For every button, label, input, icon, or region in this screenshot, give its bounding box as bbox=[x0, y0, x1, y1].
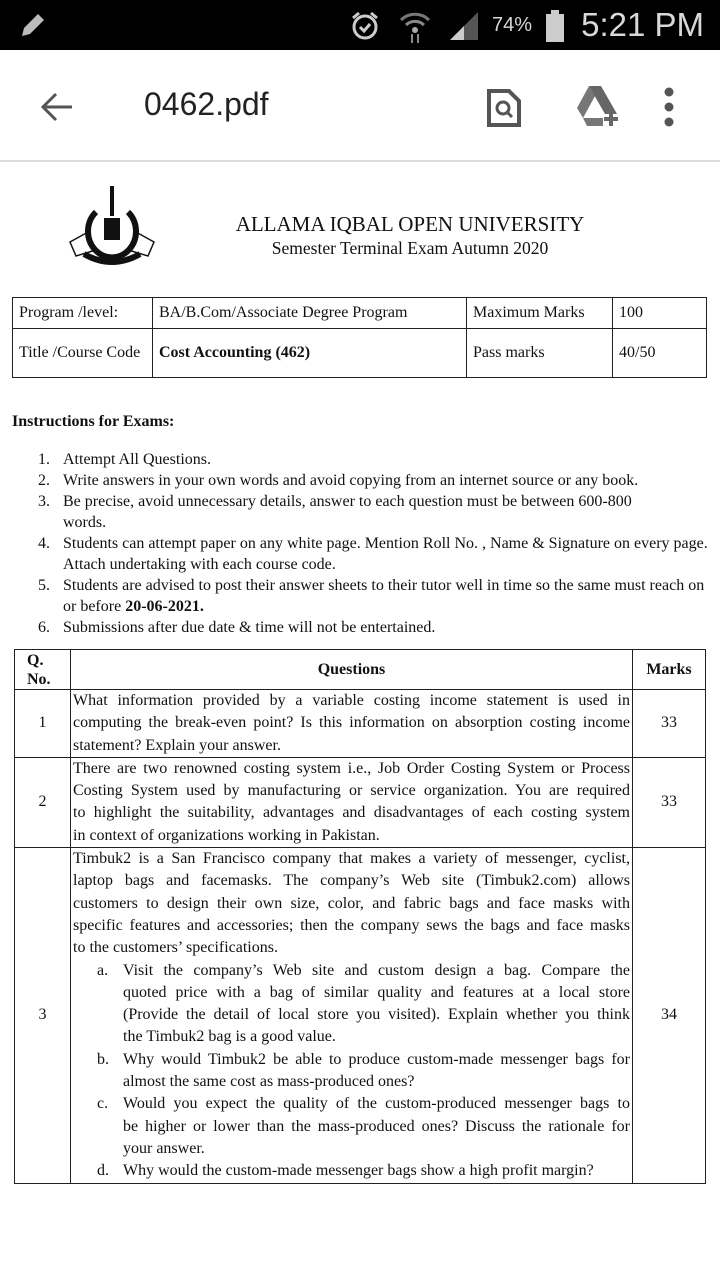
exam-info-table bbox=[12, 297, 707, 378]
question-line: Why would Timbuk2 be able to produce custom-made messenger bags for bbox=[123, 1050, 630, 1068]
question-marks: 33 bbox=[633, 690, 706, 758]
sub-question bbox=[73, 1160, 630, 1182]
question-row bbox=[15, 690, 706, 758]
header-marks: Marks bbox=[633, 650, 706, 690]
university-logo bbox=[66, 184, 158, 274]
add-to-drive-icon[interactable] bbox=[575, 84, 623, 128]
item-number: 5. bbox=[38, 577, 50, 594]
question-line: (Provide the detail of local store you visited). Explain whether you think bbox=[123, 1006, 630, 1024]
header-q-no: Q. No. bbox=[15, 650, 71, 690]
question-line: your answer. bbox=[123, 1139, 205, 1157]
back-arrow-icon[interactable] bbox=[38, 90, 76, 124]
question-number: 1 bbox=[15, 690, 71, 758]
find-in-document-icon[interactable] bbox=[486, 88, 522, 128]
question-line: Costing System used by manufacturing or service organization. You are required bbox=[73, 782, 630, 800]
alarm-icon bbox=[350, 10, 380, 42]
question-line: Why would the custom-made messenger bags show a high profit margin? bbox=[123, 1162, 594, 1180]
instructions-heading: Instructions for Exams: bbox=[12, 413, 175, 430]
instructions-list bbox=[38, 449, 708, 638]
sub-question bbox=[73, 960, 630, 1049]
item-number: 4. bbox=[38, 535, 50, 552]
question-number: 3 bbox=[15, 848, 71, 1183]
title-label: Title /Course Code bbox=[13, 329, 153, 378]
question-line: almost the same cost as mass-produced ones? bbox=[123, 1073, 415, 1091]
question-line: computing the break-even point? Is this information on absorption costing income bbox=[73, 714, 630, 732]
question-line: Visit the company’s Web site and custom design a bag. Compare the bbox=[123, 961, 630, 979]
question-line: There are two renowned costing system i.e., Job Order Costing System or Process bbox=[73, 759, 630, 777]
instruction-item bbox=[38, 575, 708, 617]
clock: 5:21 PM bbox=[581, 6, 704, 43]
pass-marks-label: Pass marks bbox=[467, 329, 613, 378]
question-text bbox=[71, 848, 633, 1183]
program-value: BA/B.Com/Associate Degree Program bbox=[153, 298, 467, 329]
instruction-item bbox=[38, 449, 708, 470]
question-line: Would you expect the quality of the custom-produced messenger bags to bbox=[123, 1095, 630, 1113]
exam-title: Semester Terminal Exam Autumn 2020 bbox=[271, 238, 549, 258]
question-line: to the customers’ specifications. bbox=[73, 939, 278, 957]
instruction-item bbox=[38, 491, 708, 533]
sub-question bbox=[73, 1049, 630, 1094]
question-line: the Timbuk2 bag is a good value. bbox=[123, 1028, 336, 1046]
status-bar bbox=[0, 0, 720, 50]
signal-icon bbox=[448, 10, 480, 42]
question-line: in context of organizations working in Pakistan. bbox=[73, 826, 380, 844]
university-name: ALLAMA IQBAL OPEN UNIVERSITY bbox=[235, 212, 585, 236]
question-line: What information provided by a variable costing income statement is used in bbox=[73, 692, 630, 709]
question-marks: 34 bbox=[633, 848, 706, 1183]
question-number: 2 bbox=[15, 757, 71, 847]
title-value: Cost Accounting (462) bbox=[153, 329, 467, 378]
item-number: 6. bbox=[38, 619, 50, 636]
question-line: statement? Explain your answer. bbox=[73, 736, 281, 754]
question-line: quoted price with a bag of similar quality and features at a local store bbox=[123, 983, 630, 1001]
item-number: 1. bbox=[38, 451, 50, 468]
item-text: Write answers in your own words and avoid copying from an internet source or any book. bbox=[63, 472, 639, 489]
question-line: be higher or lower than the mass-produced ones? Discuss the rationale for bbox=[123, 1117, 630, 1135]
question-row bbox=[15, 757, 706, 847]
sub-question-letter: d. bbox=[97, 1162, 109, 1180]
question-row bbox=[15, 848, 706, 1183]
wifi-icon bbox=[398, 8, 432, 44]
app-bar bbox=[0, 50, 720, 162]
question-text bbox=[71, 757, 633, 847]
item-text: Attempt All Questions. bbox=[63, 451, 211, 468]
more-options-icon[interactable] bbox=[662, 86, 676, 128]
question-text bbox=[71, 690, 633, 758]
battery-icon bbox=[546, 10, 564, 42]
header-questions: Questions bbox=[71, 650, 633, 690]
question-line: Timbuk2 is a San Francisco company that makes a variety of messenger, cyclist, bbox=[73, 850, 630, 868]
pencil-icon bbox=[18, 10, 48, 40]
sub-question-letter: b. bbox=[97, 1050, 109, 1068]
question-line: laptop bags and facemasks. The company’s Web site (Timbuk2.com) allows bbox=[73, 872, 630, 890]
question-marks: 33 bbox=[633, 757, 706, 847]
document-title: 0462.pdf bbox=[144, 86, 269, 122]
max-marks-label: Maximum Marks bbox=[467, 298, 613, 329]
question-line: to highlight the suitability, advantages and disadvantages of each costing system bbox=[73, 804, 630, 822]
sub-question bbox=[73, 1093, 630, 1160]
sub-question-letter: c. bbox=[97, 1095, 109, 1113]
item-number: 3. bbox=[38, 493, 50, 510]
item-text: Students can attempt paper on any white page. Mention Roll No. , Name & Signature on every page. Attach undertaking with each course code. bbox=[63, 535, 708, 573]
item-text: Students are advised to post their answer sheets to their tutor well in time so the same must reach on or before bbox=[63, 577, 705, 615]
max-marks-value: 100 bbox=[613, 298, 707, 329]
battery-percent: 74% bbox=[492, 14, 533, 36]
item-text: Submissions after due date & time will not be entertained. bbox=[63, 619, 436, 636]
instruction-item bbox=[38, 533, 708, 575]
item-number: 2. bbox=[38, 472, 50, 489]
instruction-item bbox=[38, 470, 708, 491]
sub-question-letter: a. bbox=[97, 961, 109, 979]
question-line: customers to design their own size, color, and fabric bags and face masks with bbox=[73, 894, 630, 912]
program-label: Program /level: bbox=[13, 298, 153, 329]
due-date: 20-06-2021. bbox=[125, 598, 204, 615]
pass-marks-value: 40/50 bbox=[613, 329, 707, 378]
question-line: specific features and accessories; then the company sews the bags and face masks bbox=[73, 916, 630, 934]
questions-table bbox=[14, 649, 706, 1184]
instruction-item bbox=[38, 617, 708, 638]
item-text: Be precise, avoid unnecessary details, answer to each question must be between 600-800 words. bbox=[63, 493, 632, 531]
